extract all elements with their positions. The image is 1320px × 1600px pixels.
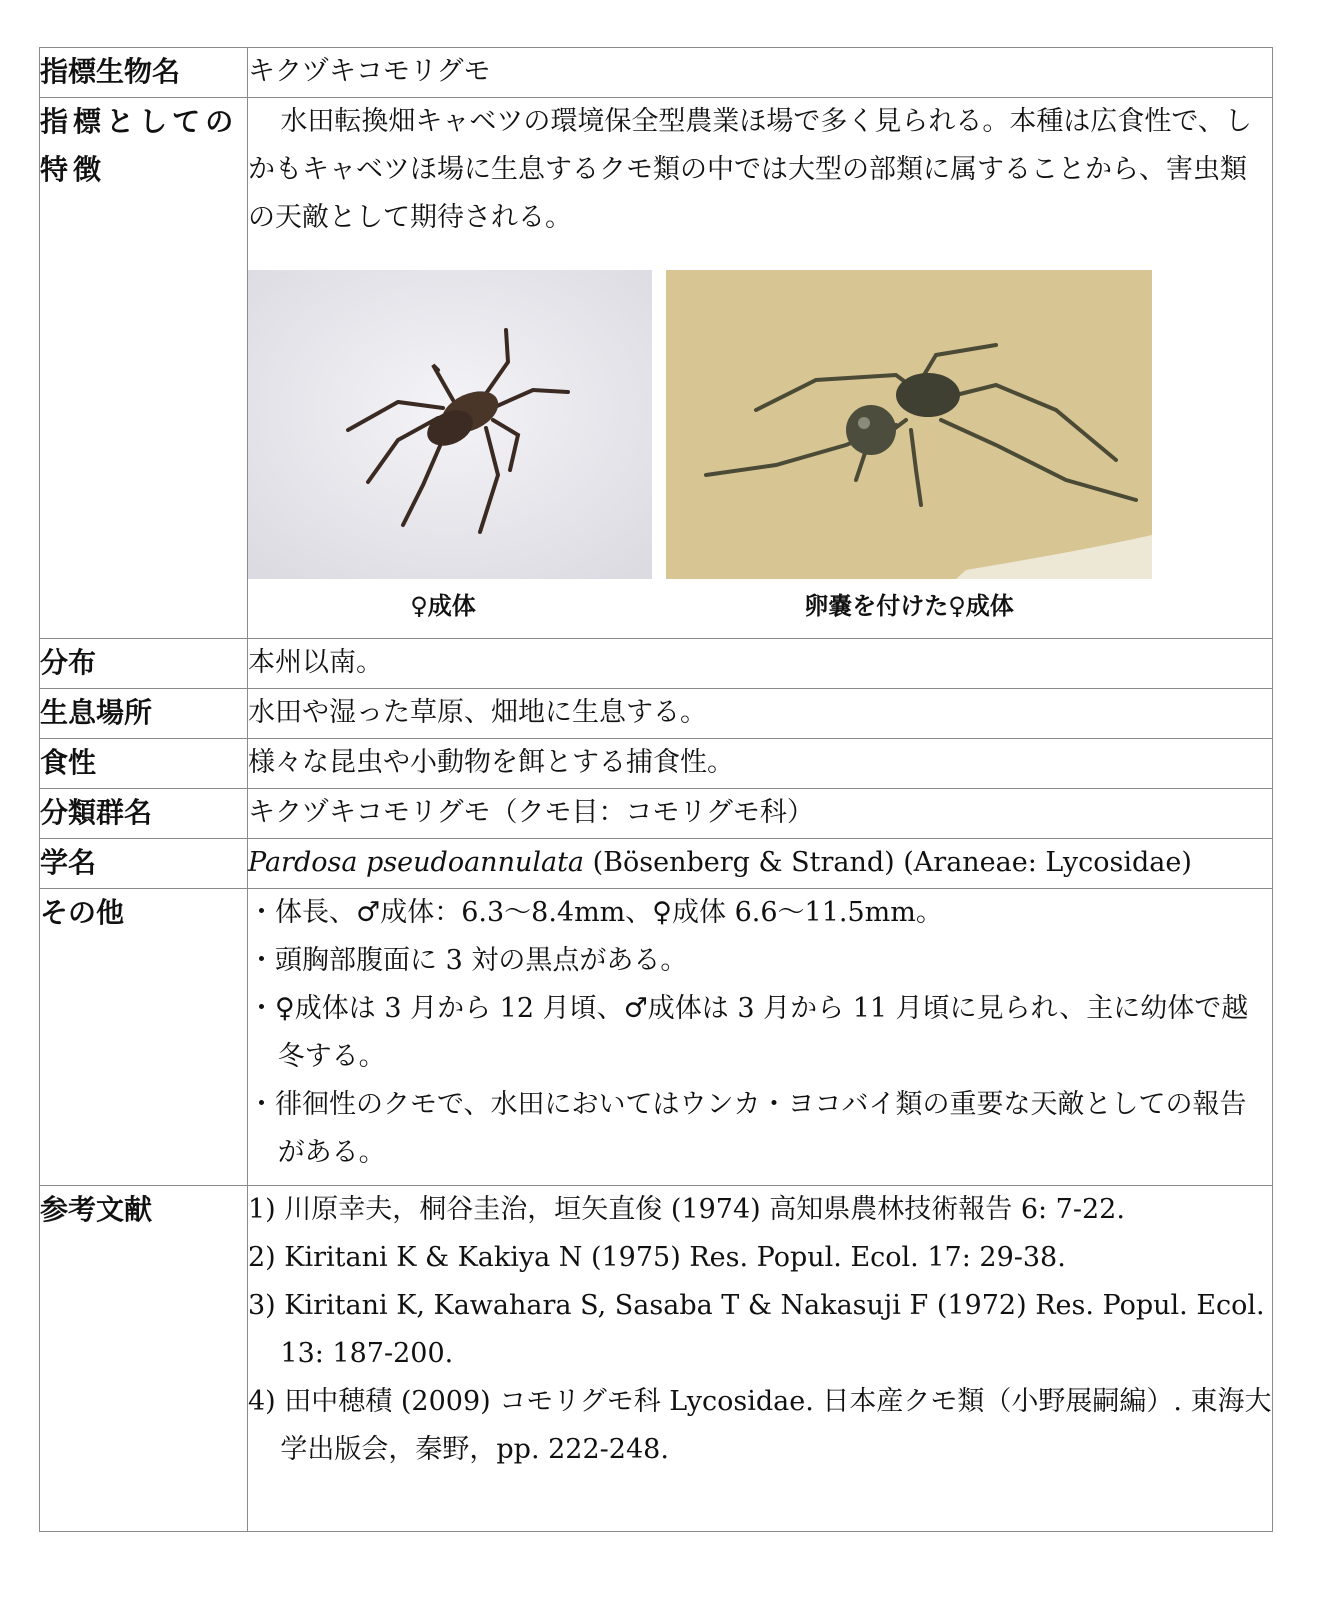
reference-item: 3) Kiritani K, Kawahara S, Sasaba T & Nakasuji F (1972) Res. Popul. Ecol. 13: 187-200.	[248, 1290, 1265, 1369]
label-scientific-name: 学名	[40, 839, 248, 889]
value-indicator-name: キクヅキコモリグモ	[248, 48, 1273, 98]
value-scientific-name	[248, 839, 1273, 889]
label-indicator-name: 指標生物名	[40, 48, 248, 98]
value-diet: 様々な昆虫や小動物を餌とする捕食性。	[248, 739, 1273, 789]
spider-eggsac-photo-image	[666, 270, 1152, 579]
scientific-authority: (Bösenberg & Strand) (Araneae: Lycosidae)	[584, 847, 1192, 878]
scientific-binomial: Pardosa pseudoannulata	[248, 847, 585, 878]
photo-female-with-eggsac	[666, 270, 1152, 579]
photo-area	[248, 242, 1272, 632]
reference-item: 4) 田中穂積 (2009) コモリグモ科 Lycosidae. 日本産クモ類（小野展嗣編）. 東海大学出版会，秦野，pp. 222-248.	[248, 1386, 1272, 1465]
label-distribution: 分布	[40, 639, 248, 689]
value-feature	[248, 98, 1273, 639]
reference-item: 1) 川原幸夫，桐谷圭治，垣矢直俊 (1974) 高知県農林技術報告 6: 7-22.	[248, 1194, 1125, 1225]
row-indicator-name	[40, 48, 1273, 98]
photo-female-adult	[248, 270, 652, 579]
row-references	[40, 1186, 1273, 1532]
row-taxon	[40, 789, 1273, 839]
reference-item: 2) Kiritani K & Kakiya N (1975) Res. Popul. Ecol. 17: 29-38.	[248, 1242, 1066, 1273]
value-references	[248, 1186, 1273, 1532]
photo-caption-female-eggsac: 卵嚢を付けた♀成体	[804, 592, 1014, 620]
value-taxon: キクヅキコモリグモ（クモ目：コモリグモ科）	[248, 789, 1273, 839]
row-feature	[40, 98, 1273, 639]
row-distribution	[40, 639, 1273, 689]
row-habitat	[40, 689, 1273, 739]
other-item: ・♀成体は 3 月から 12 月頃、♂成体は 3 月から 11 月頃に見られ、主に幼体で越冬する。	[248, 993, 1249, 1072]
other-item: ・体長、♂成体：6.3～8.4mm、♀成体 6.6～11.5mm。	[248, 897, 943, 928]
value-other	[248, 889, 1273, 1186]
label-habitat: 生息場所	[40, 689, 248, 739]
label-references: 参考文献	[40, 1186, 248, 1532]
label-other: その他	[40, 889, 248, 1186]
value-habitat: 水田や湿った草原、畑地に生息する。	[248, 689, 1273, 739]
row-diet	[40, 739, 1273, 789]
feature-text: 水田転換畑キャベツの環境保全型農業ほ場で多く見られる。本種は広食性で、しかもキャベツほ場に生息するクモ類の中では大型の部類に属することから、害虫類の天敵として期待される。	[248, 106, 1252, 233]
label-feature: 指標としての特徴	[40, 98, 248, 639]
species-sheet-table	[39, 47, 1273, 1532]
label-diet: 食性	[40, 739, 248, 789]
value-distribution: 本州以南。	[248, 639, 1273, 689]
other-item: ・頭胸部腹面に 3 対の黒点がある。	[248, 945, 688, 976]
spider-photo-image	[248, 270, 652, 579]
photo-caption-female-adult: ♀成体	[410, 592, 476, 620]
row-scientific-name	[40, 839, 1273, 889]
row-other	[40, 889, 1273, 1186]
label-taxon: 分類群名	[40, 789, 248, 839]
other-item: ・徘徊性のクモで、水田においてはウンカ・ヨコバイ類の重要な天敵としての報告がある。	[248, 1089, 1247, 1168]
